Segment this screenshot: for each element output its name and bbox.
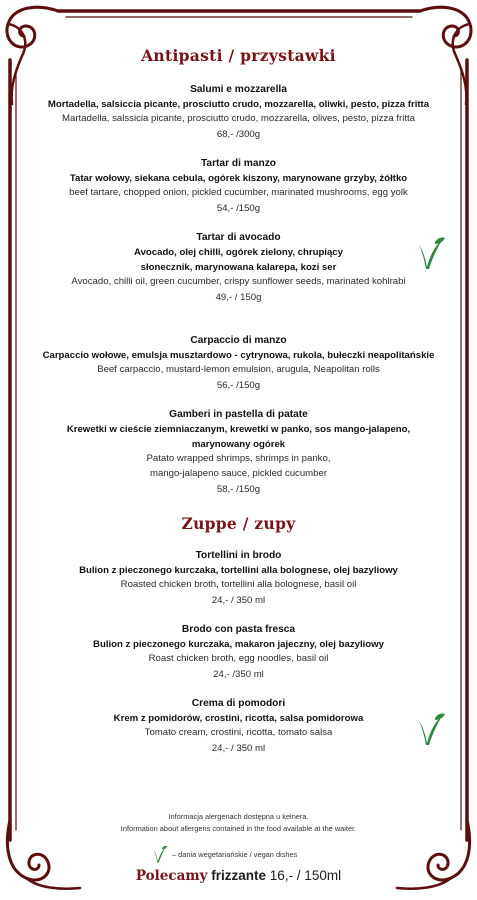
dish-salumi <box>0 82 477 142</box>
recommendation <box>0 868 477 884</box>
dish-description-en: Martadella, salssicia picante, prosciutto crudo, mozzarella, olives, pesto, pizza fritta <box>62 113 415 124</box>
dish-description-pl: Bulion z pieczonego kurczaka, makaron jajeczny, olej bazyliowy <box>93 639 384 650</box>
dish-gamberi <box>0 407 477 497</box>
dish-price: 68,- /300g <box>216 128 261 140</box>
dish-description-pl: Krewetki w cieście ziemniaczanym, krewetki w panko, sos mango-jalapeno, marynowany ogórek <box>66 424 411 450</box>
dish-description-en: Roasted chicken broth, tortellini alla bolognese, basil oil <box>120 579 357 590</box>
dish-tartar-manzo <box>0 156 477 216</box>
dish-description-en: Tomato cream, crostini, ricotta, tomato salsa <box>144 727 333 738</box>
dish-description-pl: Krem z pomidorów, crostini, ricotta, salsa pomidorowa <box>113 713 364 724</box>
dish-price: 58,- /150g <box>216 483 261 495</box>
section-title-antipasti: Antipasti / przystawki <box>141 46 336 65</box>
dish-price: 56,- /150g <box>216 379 261 391</box>
allergen-note-pl: Informacja alergenach dostępna u kelnera. <box>168 812 309 821</box>
vegan-legend-text: – dania wegetariańskie / vegan dishes <box>172 849 298 859</box>
dish-name: Tortellini in brodo <box>195 550 282 561</box>
leaf-v-icon <box>152 845 168 863</box>
dish-name: Salumi e mozzarella <box>190 84 287 95</box>
dish-name: Crema di pomodori <box>191 698 286 709</box>
dish-description-pl: Carpaccio wołowe, emulsja musztardowo - cytrynowa, rukola, bułeczki neapolitańskie <box>42 350 435 361</box>
dish-description-en: Roast chicken broth, egg noodles, basil oil <box>148 653 329 664</box>
dish-crema <box>0 696 477 756</box>
allergen-note <box>0 811 477 834</box>
section-title-zuppe: Zuppe / zupy <box>181 514 296 533</box>
dish-description-en: Patato wrapped shrimps, shrimps in panko, mango-jalapeno sauce, pickled cucumber <box>146 453 331 479</box>
dish-carpaccio <box>0 333 477 393</box>
dish-description-pl: Avocado, olej chilli, ogórek zielony, chrupiący słonecznik, marynowana kalarepa, kozi ser <box>134 247 343 273</box>
dish-description-en: Beef carpaccio, mustard-lemon emulsion, arugula, Neapolitan rolls <box>97 364 380 375</box>
vegan-legend <box>152 845 297 863</box>
dish-description-en: Avocado, chilli oil, green cucumber, crispy sunflower seeds, marinated kohlrabi <box>71 276 406 287</box>
leaf-v-icon <box>416 712 446 746</box>
dish-description-en: beef tartare, chopped onion, pickled cucumber, marinated mushrooms, egg yolk <box>69 187 408 198</box>
recommend-price: 16,- / 150ml <box>269 868 342 883</box>
dish-name: Brodo con pasta fresca <box>181 624 296 635</box>
dish-brodo <box>0 622 477 682</box>
dish-description-pl: Bulion z pieczonego kurczaka, tortellini alla bolognese, olej bazyliowy <box>79 565 398 576</box>
dish-name: Tartar di manzo <box>200 158 277 169</box>
dish-name: Tartar di avocado <box>196 232 281 243</box>
dish-tortellini <box>0 548 477 608</box>
recommend-brand: Polecamy <box>135 868 208 884</box>
dish-price: 24,- / 350 ml <box>211 742 266 754</box>
dish-tartar-avocado <box>0 230 477 305</box>
allergen-note-en: Information about allergens contained in the food available at the waiter. <box>120 823 357 833</box>
dish-description-pl: Tatar wołowy, siekana cebula, ogórek kiszony, marynowane grzyby, żółtko <box>69 173 408 184</box>
dish-price: 24,- /350 ml <box>213 668 264 680</box>
dish-description-pl: Mortadella, salsiccia picante, prosciutto crudo, mozzarella, oliwki, pesto, pizza fritta <box>47 99 430 110</box>
dish-name: Carpaccio di manzo <box>190 335 287 346</box>
recommend-product: frizzante <box>211 868 267 883</box>
dish-price: 54,- /150g <box>216 202 261 214</box>
dish-price: 24,- / 350 ml <box>211 594 266 606</box>
dish-name: Gamberi in pastella di patate <box>169 409 308 420</box>
leaf-v-icon <box>416 236 446 270</box>
dish-price: 49,- / 150g <box>215 291 262 303</box>
